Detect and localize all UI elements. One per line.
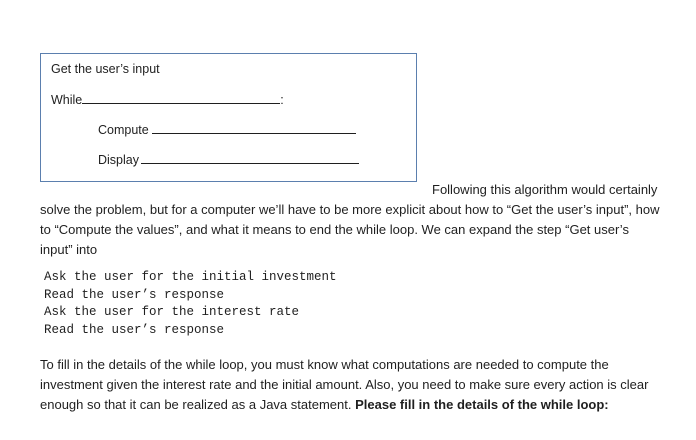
while-condition-blank[interactable] bbox=[82, 91, 280, 104]
algorithm-step-compute bbox=[98, 121, 356, 138]
paragraph-instructions-text: To fill in the details of the while loop, you must know what computations are needed to compute the investment given the interest rate and the initial amount. Also, you need to make sure every action is clear enough so that it can be realized as a Java statement. bbox=[40, 357, 649, 412]
code-line: Read the user’s response bbox=[44, 322, 225, 337]
code-line: Read the user’s response bbox=[44, 287, 225, 302]
while-colon: : bbox=[280, 93, 284, 107]
algorithm-step-while bbox=[51, 91, 284, 108]
display-blank[interactable] bbox=[141, 151, 359, 164]
code-line: Ask the user for the initial investment bbox=[44, 270, 337, 284]
paragraph-explanation-text: Following this algorithm would certainly solve the problem, but for a computer we’ll have to be more explicit about how to “Get the user’s input”, how to “Compute the values”, and what it means to end the while loop. We can expand the step “Get user’s input” into bbox=[40, 182, 660, 257]
code-block bbox=[44, 269, 337, 339]
paragraph-explanation bbox=[40, 180, 660, 260]
while-label: While bbox=[51, 93, 83, 107]
algorithm-step-display bbox=[98, 151, 359, 168]
compute-blank[interactable] bbox=[152, 121, 356, 134]
algorithm-box bbox=[40, 53, 417, 182]
code-line: Ask the user for the interest rate bbox=[44, 305, 300, 319]
display-label: Display bbox=[98, 153, 139, 167]
paragraph-instructions-bold: Please fill in the details of the while loop: bbox=[355, 397, 609, 412]
paragraph-instructions bbox=[40, 355, 660, 415]
algorithm-step-get-input: Get the user’s input bbox=[51, 62, 160, 76]
compute-label: Compute bbox=[98, 123, 149, 137]
